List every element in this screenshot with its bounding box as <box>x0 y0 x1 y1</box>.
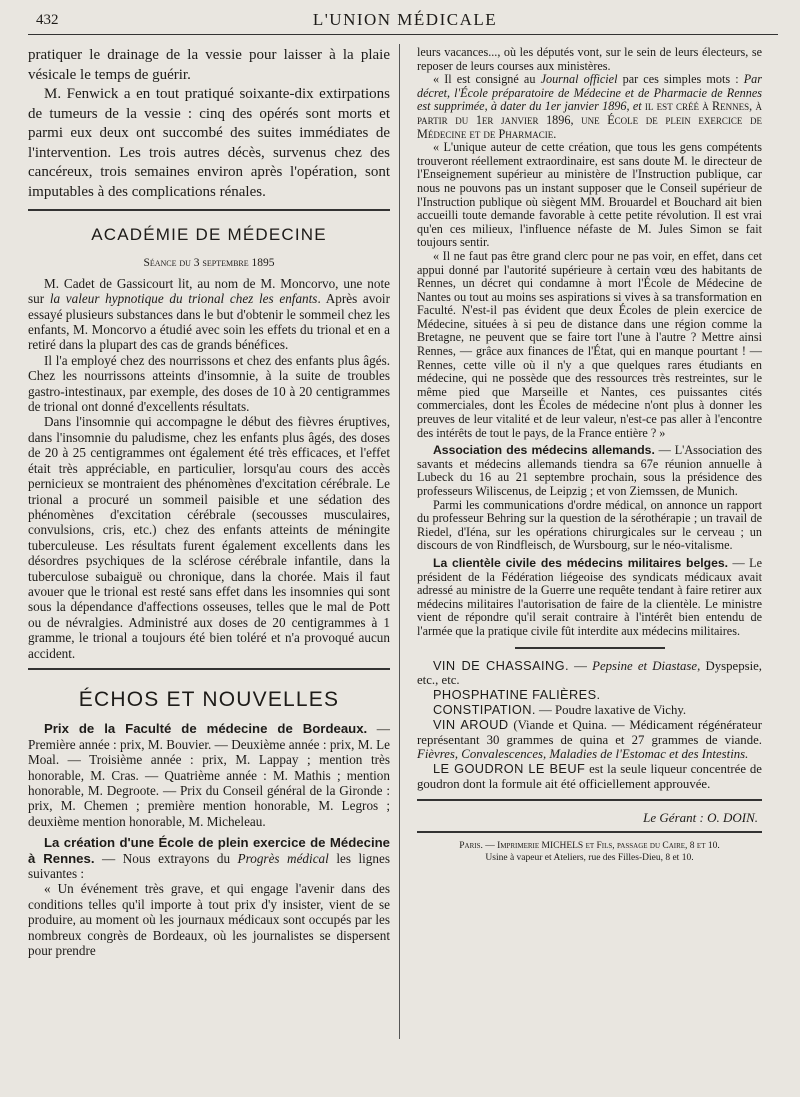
page-number: 432 <box>36 12 59 28</box>
auteur-paragraph: « L'unique auteur de cette création, que tous les gens compétents trouveront réellement extraordinaire, est sans doute M. le directeur de l'Enseignement supérieur au ministère de l'Instruction publique, car nous ne pouvons pas un instant supposer que le Conseil supérieur de l'Instruction publique où siègent MM. Brouardel et Bouchard ait bien accueilli toute demande favorable à cette petite révolution. Il est vrai qu'en ces milieux, l'influence néfaste de M. Jules Simon se fait toujours sentir. <box>417 140 762 250</box>
advert-chassaing: VIN DE CHASSAING. — Pepsine et Diastase, Dyspepsie, etc., etc. <box>417 657 763 688</box>
footer-rule-2 <box>417 831 762 833</box>
column-divider <box>399 44 400 1039</box>
continued-paragraph: leurs vacances..., où les députés vont, sur le sein de leurs électeurs, se reposer de leurs courses aux ministères. <box>417 45 762 73</box>
communications-paragraph: Parmi les communications d'ordre médical, on annonce un rapport du professeur Behring sur la question de la sérothérapie ; un travail de Riedel, d'Iéna, sur les opérations chirurgicales sur le cerveau ; un discours de von Rindfleisch, de Wursbourg, sur le néo-vitalisme. <box>417 497 762 553</box>
advert-goudron: LE GOUDRON LE BEUF est la seule liqueur concentrée de goudron dont la formule ait été officiellement approuvée. <box>417 761 762 791</box>
intro-paragraph-2: M. Fenwick a en tout pratiqué soixante-dix extirpations de tumeurs de la vessie : cinq des opérés sont morts et parmi eux deux ont succombé des suites immédiates de l'intervention. Les trois autres décès, survenus chez des cancéreux, trois semaines environ après l'opération, sont imputables à des complications rénales. <box>28 86 390 200</box>
creation-rennes-heading: La création d'une École de plein exercice de Médecine à Rennes. <box>28 835 390 866</box>
advert-constipation: CONSTIPATION. — Poudre laxative de Vichy. <box>433 701 687 717</box>
header-rule <box>28 34 778 35</box>
advert-block <box>417 659 762 792</box>
quote-paragraph: « Un événement très grave, et qui engage l'avenir dans des conditions telles qu'il importe à tout prix d'y insister, vient de se produire, au moment où les journaux médicaux sont occupés par les nombreux congrès de Bordeaux, où les journalistes se dispersent pour prendre <box>28 881 390 959</box>
intro-paragraph-1: pratiquer le drainage de la vessie pour laisser à la plaie vésicale le temps de guérir. <box>28 47 390 83</box>
advert-rule <box>515 647 665 649</box>
running-title: L'UNION MÉDICALE <box>312 10 498 29</box>
gerant-signature: Le Gérant : O. DOIN. <box>643 809 758 825</box>
left-column <box>28 46 390 958</box>
right-column <box>417 46 762 864</box>
footer-rule <box>417 799 762 801</box>
academie-heading: ACADÉMIE DE MÉDECINE <box>91 225 327 244</box>
seance-date: Séance du 3 septembre 1895 <box>143 257 275 270</box>
academie-paragraph-2: Il l'a employé chez des nourrissons et chez des enfants plus âgés. Chez les nourrissons atteints d'insomnie, à la suite de troubles gastro-intestinaux, par exemple, des doses de 10 à 20 centigrammes de trional ont donné d'excellents résultats. <box>28 352 390 415</box>
section-rule <box>28 668 390 670</box>
advert-aroud: VIN AROUD (Viande et Quina. — Médicament régénérateur représentant 30 grammes de quina et 27 grammes de viande. Fièvres, Convalescences, Maladies de l'Estomac et des Intestins. <box>417 716 762 762</box>
academie-paragraph-1: M. Cadet de Gassicourt lit, au nom de M. Moncorvo, une note sur la valeur hypnotique du trional chez les enfants. Après avoir essayé plusieurs substances dans le but d'obtenir le sommeil chez les enfants, M. Moncorvo a étudié avec soin les effets du trional et en a retiré dans la plupart des cas de grands bénéfices. <box>28 275 391 353</box>
advert-phosphatine: PHOSPHATINE FALIÈRES. <box>433 687 601 703</box>
printer-imprint: Paris. — Imprimerie MICHELS et Fils, passage du Caire, 8 et 10. Usine à vapeur et Ateliers, rue des Filles-Dieu, 8 et 10. <box>459 841 720 864</box>
decret-paragraph: « Il est consigné au Journal officiel par ces simples mots : Par décret, l'École préparatoire de Médecine et de Pharmacie de Rennes est supprimée, à dater du 1er janvier 1896, et il est créé à Rennes, à partir du 1er janvier 1896, une École de plein exercice de Médecine et de Pharmacie. <box>417 72 762 141</box>
academie-paragraph-3: Dans l'insomnie qui accompagne le début des fièvres éruptives, dans l'insomnie du paludisme, chez les enfants plus âgés, des doses de 20 à 25 centigrammes ont également été très efficaces, et l'effet était très appréciable, en particulier, lorsqu'au cours des accès pernicieux se montraient des phénomènes d'excitation cérébrale. Le trional a procuré un sommeil paisible et une sédation des phénomènes d'excitation cérébrale (secousses musculaires, convulsions, cris, etc.) chez des enfants atteints de méningite tuberculeuse. Les résultats furent également excellents dans les désordres psychiques de la sclérose cérébrale infantile, dans la tuberculose subaiguë ou chronique, dans la chorée. Mais il faut avouer que le trional est resté sans effet dans les insomnies qui sont sous la dépendance d'affections osseuses, telles que le mal de Pott ou de névralgies. Administré aux doses de 20 centigrammes à 1 gramme, le trional a toujours été bien toléré et n'a provoqué aucun accident. <box>28 414 390 661</box>
prix-bordeaux-heading: Prix de la Faculté de médecine de Bordeaux. <box>44 721 368 737</box>
grand-clerc-paragraph: « Il ne faut pas être grand clerc pour ne pas voir, en effet, dans cet appui donné par l'autorité supérieure à certain vœu des habitants de Rennes, un décret qui condamne à mort l'École de Médecine de Nantes ou tout au moins ses aspirations si vives à sa transformation en Faculté. N'est-il pas évident que deux Écoles de plein exercice de Médecine, situées à si peu de distance dans une région comme la Bretagne, ne peuvent que se faire tort l'une à l'autre ? Mettre ainsi Rennes, — grâce aux finances de l'État, qui en manque pourtant ! — Rennes, cette ville où il n'y a que quelques rares étudiants en médecine, qui ne possède que des ressources très restreintes, sur le même pied que Marseille et Nantes, ces puissantes cités commerciales, dont les Écoles de médecine n'ont plus à donner les preuves de leur vitalité et de leur valeur, n'est-ce pas aller à l'encontre des intérêts de tout le pays, de la France entière ? » <box>417 248 762 440</box>
association-heading: Association des médecins allemands. <box>433 443 655 458</box>
association-paragraph: Association des médecins allemands. — L'Association des savants et médecins allemands tiendra sa 67e réunion annuelle à Lubeck du 16 au 21 septembre prochain, sous la présidence des professeurs Wiliscenus, de Leipzig ; et von Ziemssen, de Munich. <box>417 443 762 498</box>
clientele-paragraph: La clientèle civile des médecins militaires belges. — Le président de la Fédération liégeoise des syndicats médicaux avait adressé au ministre de la Guerre une requête tendant à faire retirer aux médecins militaires l'autorisation de faire de la clientèle. Le ministre vient de répondre qu'il serait contraire à l'intérêt bien entendu de l'armée que la pratique civile fût interdite aux médecins militaires. <box>417 555 762 638</box>
echos-heading: ÉCHOS ET NOUVELLES <box>78 687 340 711</box>
prix-bordeaux-paragraph: Prix de la Faculté de médecine de Bordeaux. — Première année : prix, M. Bouvier. — Deuxième année : prix, M. Le Moal. — Troisième année : prix, M. Lappay ; mention très honorable, M. Cras. — Quatrième année : M. Mathis ; mention honorable, M. Degroote. — Prix du Conseil général de la Gironde : prix, M. Chemen ; première mention honorable, M. Legros ; deuxième mention honorable, M. Micheleau. <box>28 721 390 829</box>
clientele-heading: La clientèle civile des médecins militaires belges. <box>433 555 729 570</box>
page-header <box>32 6 778 36</box>
creation-rennes-paragraph: La création d'une École de plein exercice de Médecine à Rennes. — Nous extrayons du Progrès médical les lignes suivantes : <box>28 835 390 882</box>
section-rule <box>28 209 390 211</box>
